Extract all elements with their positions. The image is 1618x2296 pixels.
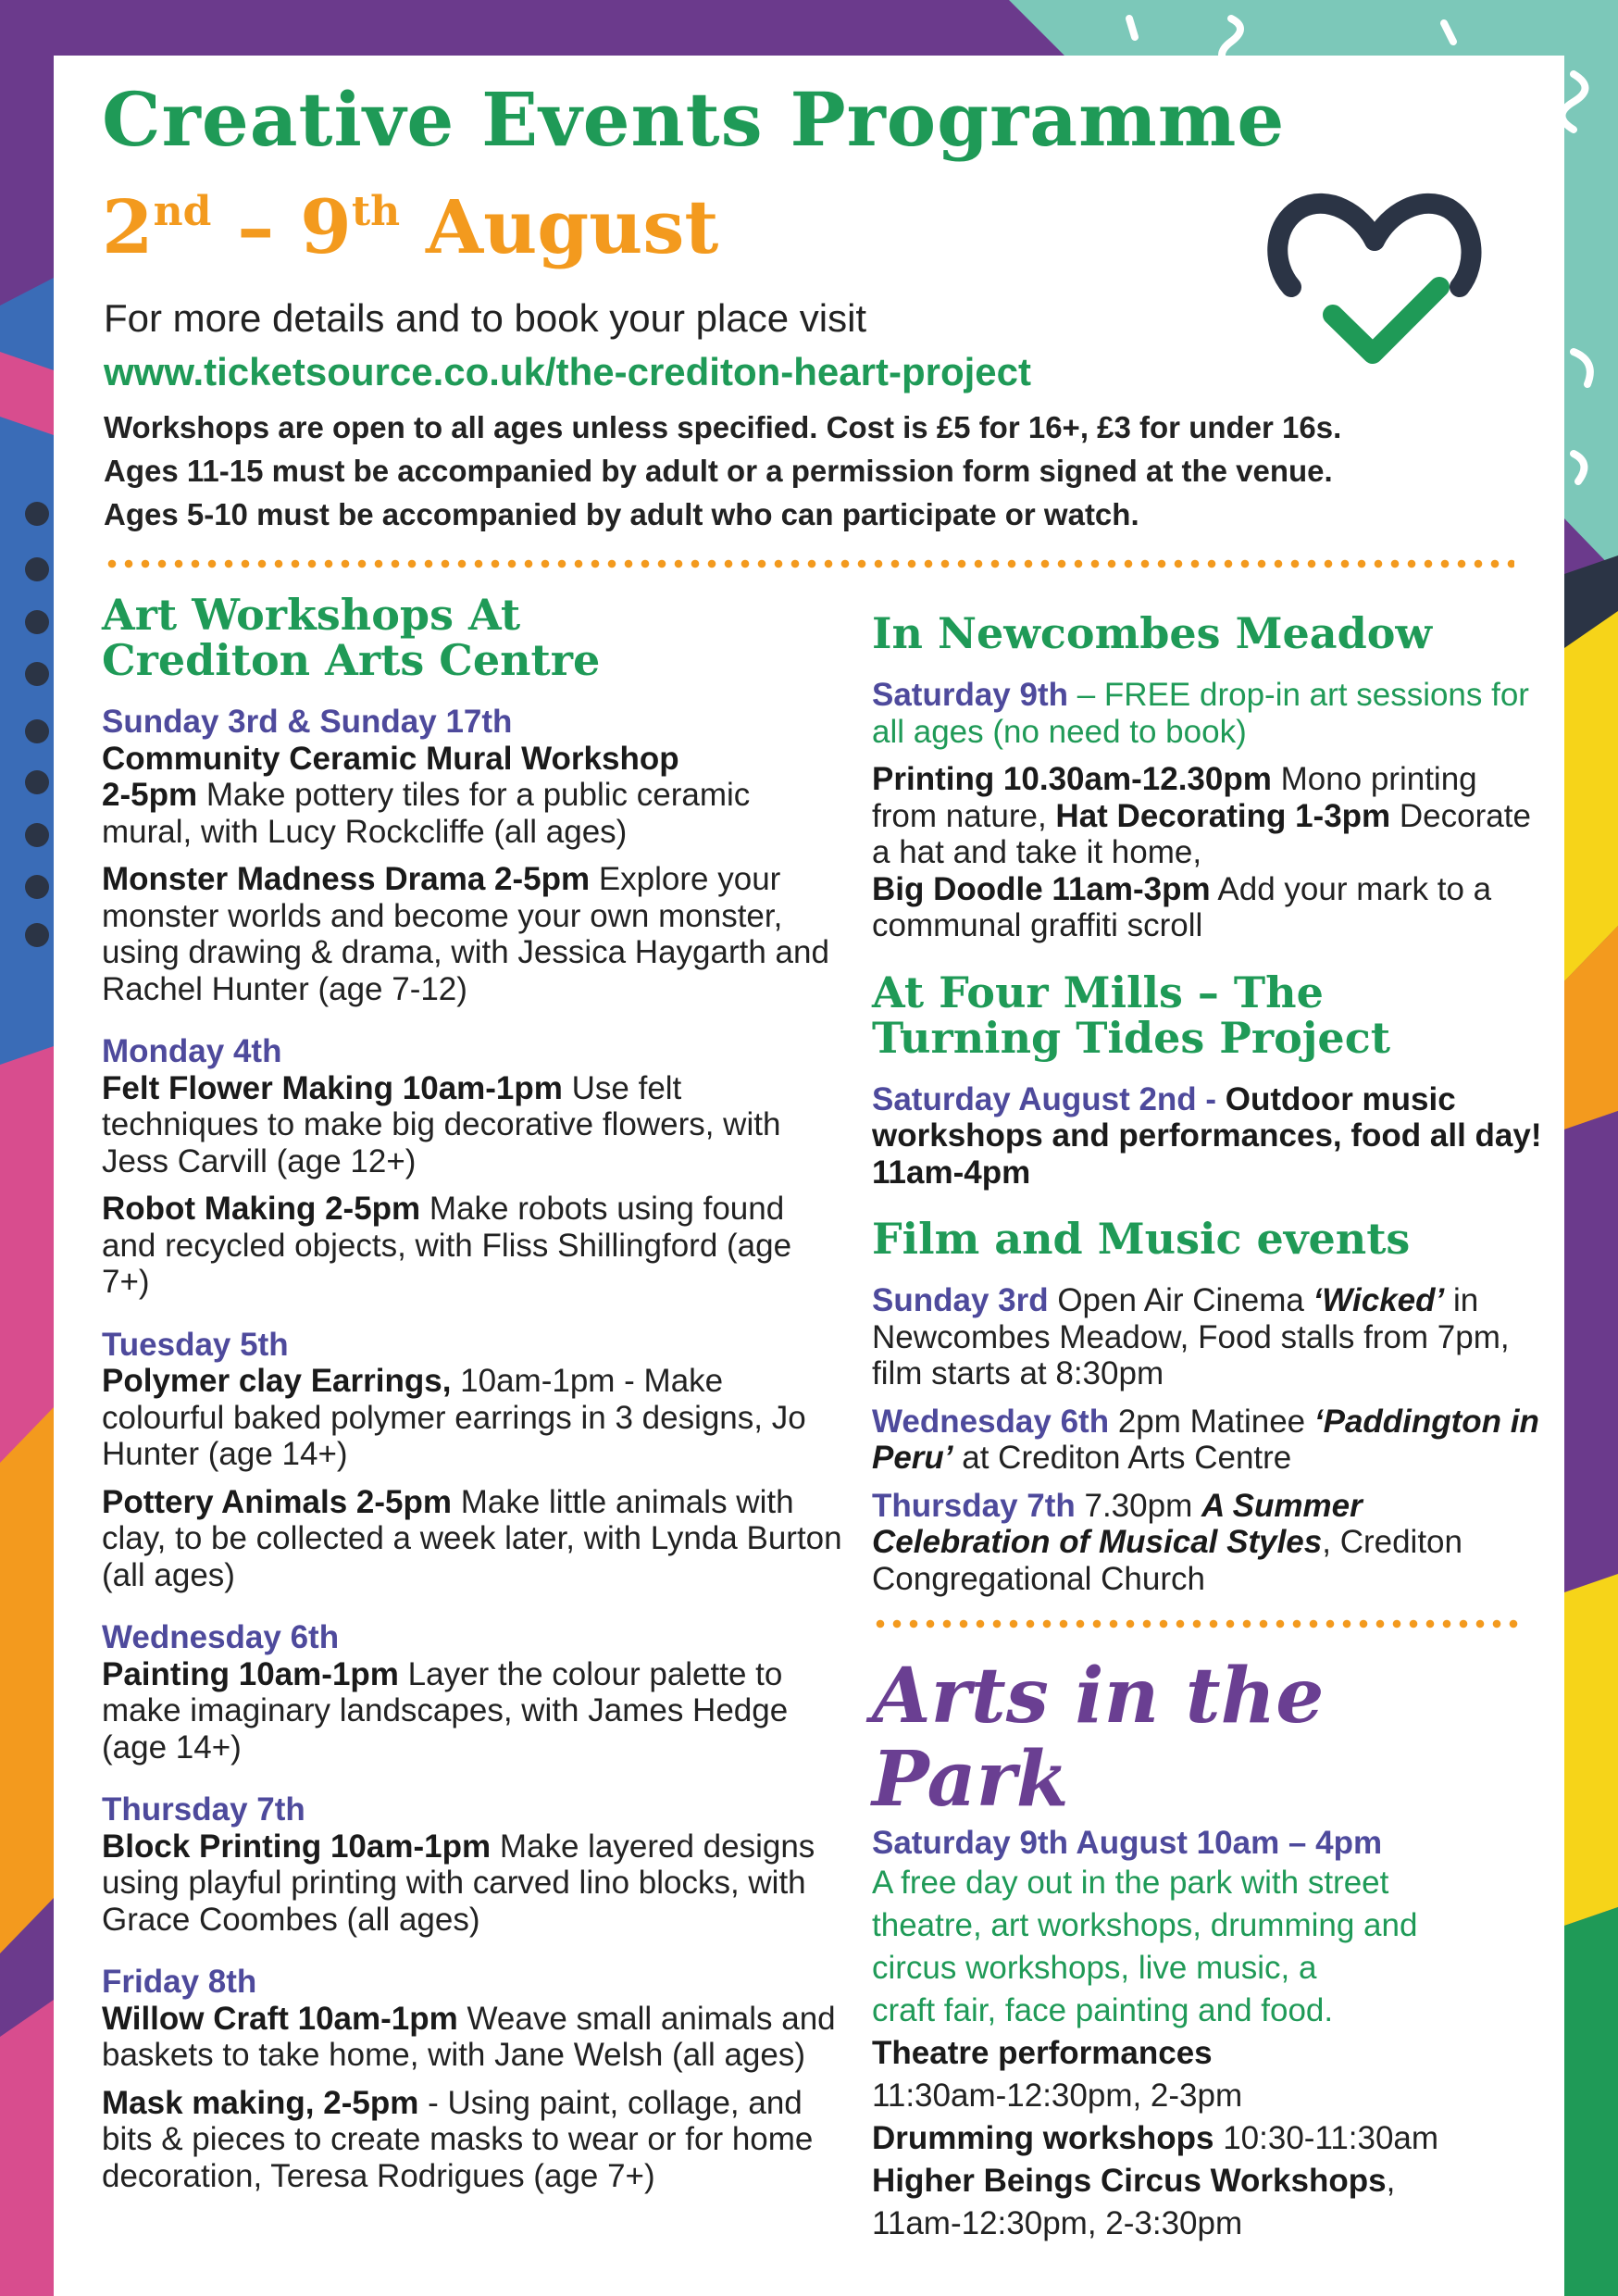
- day-heading: Sunday 3rd: [872, 1282, 1049, 1318]
- section-heading-meadow: In Newcombes Meadow: [872, 608, 1433, 658]
- park-schedule: [872, 2032, 1543, 2245]
- event-desc: Weave small animals and baskets to take home, with Jane Welsh (all ages): [102, 2000, 836, 2073]
- arts-in-the-park-heading: Arts in the Park: [872, 1652, 1325, 1824]
- desc-line: theatre, art workshops, drumming and: [872, 1906, 1418, 1943]
- event-desc: Layer the colour palette to make imaginary landscapes, with James Hedge (age 14+): [102, 1655, 789, 1766]
- right-column: [872, 608, 1543, 2245]
- event-name: Pottery Animals 2-5pm: [102, 1483, 452, 1520]
- event-desc: Use felt techniques to make big decorative flowers, with Jess Carvill (age 12+): [102, 1069, 781, 1179]
- event-desc: 7.30pm: [1075, 1487, 1201, 1524]
- day-heading: Saturday 9th: [872, 677, 1068, 713]
- dotted-divider: [104, 559, 1514, 568]
- event-item: [872, 761, 1543, 944]
- date-end: 9: [300, 183, 352, 270]
- event-item: [872, 677, 1543, 750]
- date-end-suffix: th: [351, 188, 401, 235]
- event-item: [872, 1404, 1543, 1477]
- event-item: [872, 1282, 1543, 1392]
- visit-text: For more details and to book your place visit: [104, 296, 867, 340]
- event-name: Willow Craft 10am-1pm: [102, 2000, 458, 2037]
- day-heading: Friday 8th: [102, 1964, 257, 2000]
- event-desc: Decorate a hat and take it home,: [872, 797, 1531, 870]
- circus-times: 11am-12:30pm, 2-3:30pm: [872, 2204, 1243, 2241]
- day-heading: Monday 4th: [102, 1033, 282, 1069]
- event-desc: Make little animals with clay, to be collected a week later, with Lynda Burton (all ages): [102, 1483, 842, 1593]
- event-desc: 10am-1pm - Make colourful baked polymer earrings in 3 designs, Jo Hunter (age 14+): [102, 1363, 806, 1472]
- event-item: [102, 2085, 842, 2195]
- event-item: [102, 2001, 842, 2074]
- desc-line: circus workshops, live music, a: [872, 1949, 1317, 1986]
- event-desc: at Crediton Arts Centre: [952, 1440, 1292, 1476]
- event-item: [872, 1081, 1543, 1192]
- event-name: Mask making, 2-5pm: [102, 2084, 419, 2121]
- day-heading: Thursday 7th: [872, 1487, 1076, 1524]
- event-item: [102, 861, 842, 1007]
- event-name: Big Doodle 11am-3pm: [872, 870, 1211, 907]
- event-time: 2-5pm: [102, 777, 198, 813]
- concert-title: A Summer Celebration of Musical Styles: [872, 1487, 1363, 1560]
- theatre-times: 11:30am-12:30pm, 2-3pm: [872, 2077, 1243, 2114]
- day-heading: Thursday 7th: [102, 1791, 305, 1828]
- event-name: Hat Decorating 1-3pm: [1055, 797, 1391, 834]
- heading-line: Turning Tides Project: [872, 1012, 1390, 1063]
- event-item: [102, 1656, 842, 1766]
- date-start-suffix: nd: [153, 188, 212, 235]
- heading-line: Art Workshops At: [102, 590, 521, 640]
- event-desc: Make layered designs using playful printing with carved lino blocks, with Grace Coombes (all ages): [102, 1828, 815, 1938]
- event-desc: - Using paint, collage, and bits & pieces to create masks to wear or for home decoration, Teresa Rodrigues (age 7+): [102, 2084, 814, 2194]
- event-desc: , Crediton Congregational Church: [872, 1524, 1462, 1597]
- event-desc: Explore your monster worlds and become your own monster, using drawing & drama, with Jessica Haygarth and Rachel Hunter (age 7-12): [102, 861, 829, 1007]
- desc-line: A free day out in the park with street: [872, 1864, 1389, 1901]
- event-desc: Mono printing from nature,: [872, 761, 1477, 834]
- film-title: ‘Wicked’: [1313, 1282, 1445, 1318]
- desc-line: craft fair, face painting and food.: [872, 1991, 1334, 2028]
- event-item: [872, 1488, 1543, 1598]
- drumming-times: 10:30-11:30am: [1214, 2119, 1439, 2156]
- event-desc: Open Air Cinema: [1048, 1282, 1313, 1318]
- day-heading: Sunday 3rd & Sunday 17th: [102, 704, 513, 740]
- film-title: ‘Paddington in Peru’: [872, 1403, 1539, 1476]
- section-heading-art-workshops: [102, 590, 842, 685]
- circus-sep: ,: [1386, 2162, 1396, 2199]
- section-heading-four-mills: [872, 967, 1543, 1063]
- info-line: Workshops are open to all ages unless specified. Cost is £5 for 16+, £3 for under 16s.: [104, 410, 1342, 444]
- date-dash: –: [211, 183, 301, 270]
- event-name: Painting 10am-1pm: [102, 1655, 399, 1692]
- event-item: [102, 741, 842, 851]
- event-name: Printing 10.30am-12.30pm: [872, 761, 1272, 797]
- booking-info: [104, 406, 1341, 536]
- event-name: Robot Making 2-5pm: [102, 1191, 421, 1227]
- info-line: Ages 11-15 must be accompanied by adult or a permission form signed at the venue.: [104, 454, 1333, 488]
- booking-link[interactable]: www.ticketsource.co.uk/the-crediton-heart-project: [104, 350, 1031, 393]
- event-item: [102, 1828, 842, 1939]
- event-item: [102, 1363, 842, 1473]
- date-range: [102, 183, 718, 270]
- event-name: Block Printing 10am-1pm: [102, 1828, 492, 1865]
- event-desc: 2pm Matinee: [1109, 1403, 1314, 1440]
- event-item: [102, 1484, 842, 1594]
- day-heading: Wednesday 6th: [102, 1619, 340, 1655]
- date-start: 2: [102, 183, 154, 270]
- circus-label: Higher Beings Circus Workshops: [872, 2162, 1387, 2199]
- park-description: [872, 1862, 1543, 2032]
- day-heading: Saturday 9th August 10am – 4pm: [872, 1825, 1383, 1861]
- event-desc: Add your mark to a communal graffiti scroll: [872, 870, 1492, 943]
- event-desc: Make robots using found and recycled objects, with Fliss Shillingford (age 7+): [102, 1191, 792, 1300]
- event-name: Monster Madness Drama 2-5pm: [102, 861, 591, 897]
- day-heading: Tuesday 5th: [102, 1326, 289, 1363]
- day-heading: Saturday August 2nd -: [872, 1080, 1217, 1117]
- event-name: Community Ceramic Mural Workshop: [102, 740, 679, 777]
- heading-line: Crediton Arts Centre: [102, 635, 601, 685]
- heart-check-logo: [1263, 185, 1486, 389]
- drumming-label: Drumming workshops: [872, 2119, 1214, 2156]
- event-note: – FREE drop-in art sessions for all ages (no need to book): [872, 677, 1529, 750]
- event-desc: in Newcombes Meadow, Food stalls from 7pm, film starts at 8:30pm: [872, 1282, 1510, 1391]
- event-item: [102, 1070, 842, 1180]
- info-line: Ages 5-10 must be accompanied by adult who can participate or watch.: [104, 497, 1139, 531]
- theatre-label: Theatre performances: [872, 2034, 1213, 2071]
- event-item: [102, 1191, 842, 1301]
- event-desc: Make pottery tiles for a public ceramic mural, with Lucy Rockcliffe (all ages): [102, 777, 751, 850]
- event-desc: Outdoor music workshops and performances, food all day! 11am-4pm: [872, 1080, 1542, 1191]
- section-heading-film-music: Film and Music events: [872, 1214, 1411, 1264]
- left-column: [102, 590, 842, 2205]
- page-title: Creative Events Programme: [102, 76, 1286, 163]
- heading-line: At Four Mills – The: [872, 967, 1324, 1017]
- date-month: August: [400, 183, 719, 270]
- event-name: Felt Flower Making 10am-1pm: [102, 1069, 563, 1106]
- event-name: Polymer clay Earrings,: [102, 1363, 452, 1399]
- day-heading: Wednesday 6th: [872, 1403, 1110, 1440]
- dotted-divider: [872, 1619, 1520, 1628]
